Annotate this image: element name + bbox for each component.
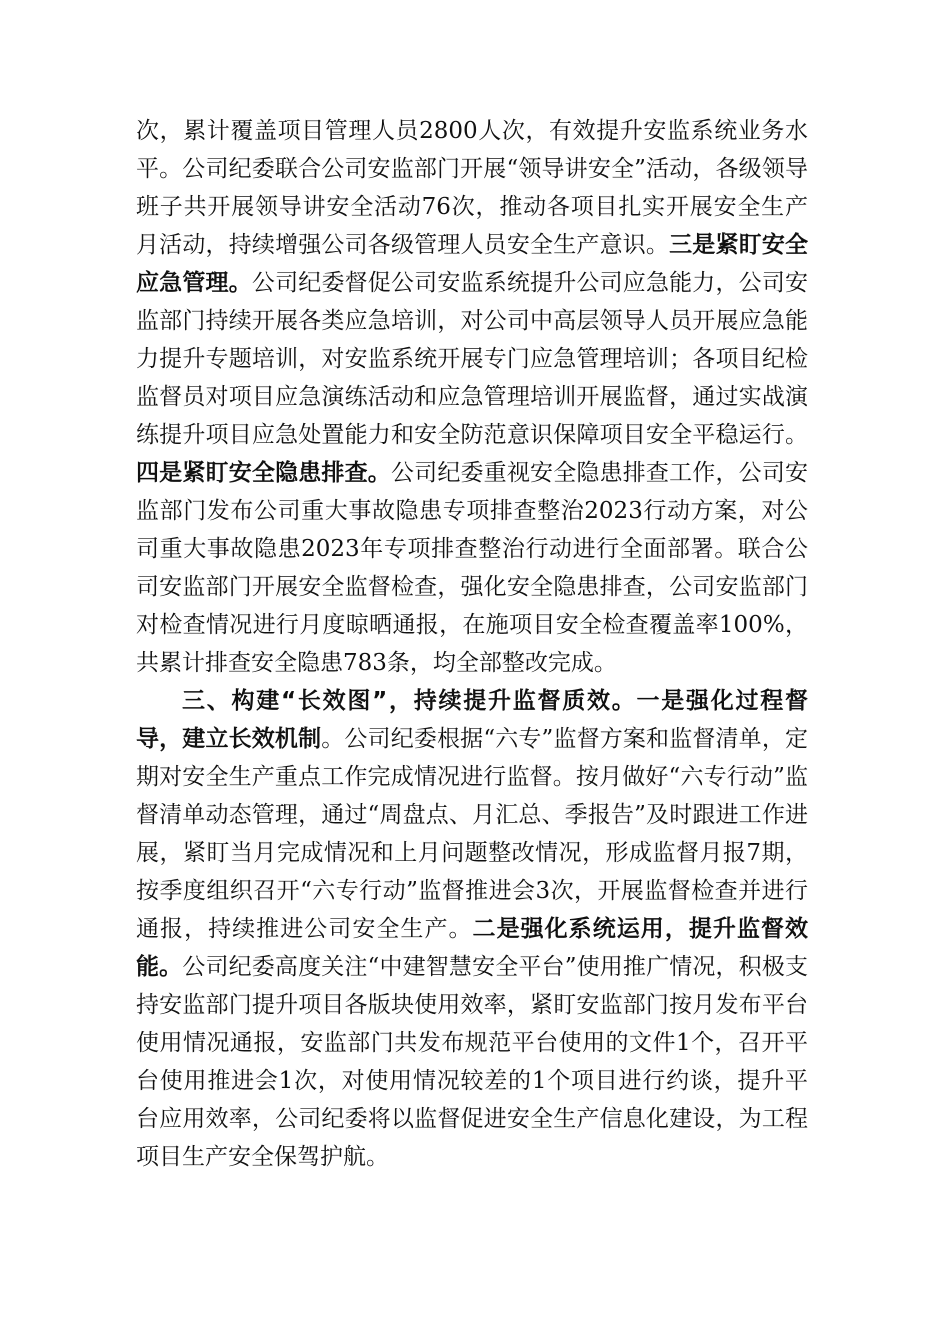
heading-system-usage: 二是强化系统运用，提升监督效能。: [136, 916, 809, 980]
section-heading-three: 三、构建“长效图”，持续提升监督质效。一是强化过程督导，建立长效机制: [136, 688, 808, 752]
text-run: 公司纪委高度关注“中建智慧安全平台”使用推广情况，积极支持安监部门提升项目各版块使用效率，紧盯安监部门按月发布平台使用情况通报，安监部门共发布规范平台使用的文件1个，召开平台使用推进会1次，对使用情况较差的1个项目进行约谈，提升平台应用效率，公司纪委将以监督促进安全生产信息化建设，为工程项目生产安全保驾护航。: [136, 954, 808, 1170]
paragraph-long-term-mechanism: [136, 682, 808, 1176]
paragraph-safety-supervision: [136, 112, 808, 682]
text-run: 次，累计覆盖项目管理人员2800人次，有效提升安监系统业务水平。公司纪委联合公司安监部门开展“领导讲安全”活动，各级领导班子共开展领导讲安全活动76次，推动各项目扎实开展安全生产月活动，持续增强公司各级管理人员安全生产意识。: [136, 118, 808, 258]
text-run: 公司纪委督促公司安监系统提升公司应急能力，公司安监部门持续开展各类应急培训，对公司中高层领导人员开展应急能力提升专题培训，对安监系统开展专门应急管理培训；各项目纪检监督员对项目应急演练活动和应急管理培训开展监督，通过实战演练提升项目应急处置能力和安全防范意识保障项目安全平稳运行。: [136, 270, 809, 448]
heading-emergency-management: 三是紧盯安全应急管理。: [136, 232, 809, 296]
text-run: 。公司纪委根据“六专”监督方案和监督清单，定期对安全生产重点工作完成情况进行监督。按月做好“六专行动”监督清单动态管理，通过“周盘点、月汇总、季报告”及时跟进工作进展，紧盯当月完成情况和上月问题整改情况，形成监督月报7期，按季度组织召开“六专行动”监督推进会3次，开展监督检查并进行通报，持续推进公司安全生产。: [136, 726, 808, 942]
heading-hazard-inspection: 四是紧盯安全隐患排查。: [136, 460, 391, 486]
document-page: [136, 112, 808, 1176]
text-run: 公司纪委重视安全隐患排查工作，公司安监部门发布公司重大事故隐患专项排查整治2023行动方案，对公司重大事故隐患2023年专项排查整治行动进行全面部署。联合公司安监部门开展安全监督检查，强化安全隐患排查，公司安监部门对检查情况进行月度晾晒通报，在施项目安全检查覆盖率100%，共累计排查安全隐患783条，均全部整改完成。: [136, 460, 809, 676]
